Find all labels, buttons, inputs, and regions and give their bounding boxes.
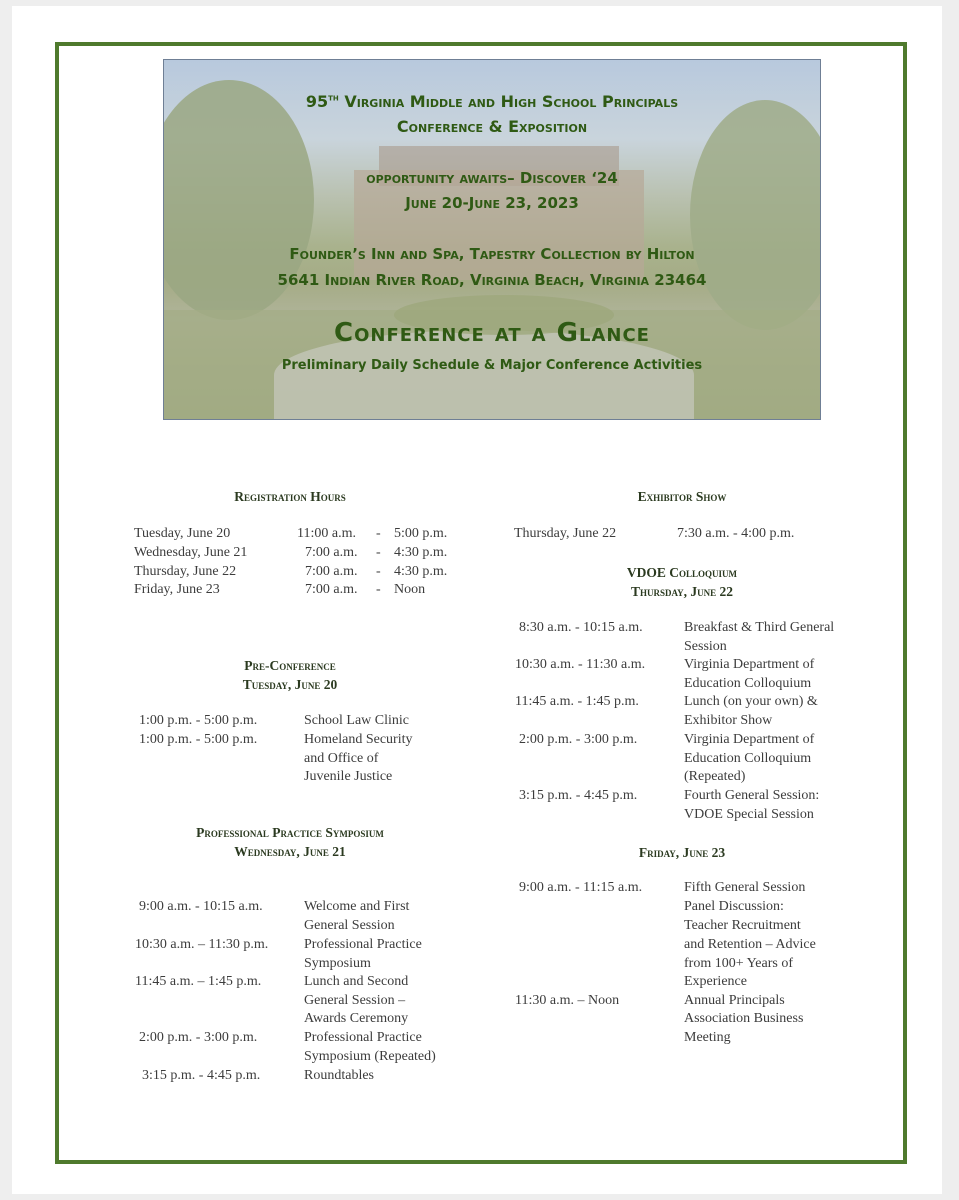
banner-address: 5641 Indian River Road, Virginia Beach, Virginia 23464	[277, 271, 707, 289]
banner-subtitle: Preliminary Daily Schedule & Major Conference Activities	[281, 358, 703, 373]
banner-dates: June 20-June 23, 2023	[405, 194, 579, 212]
banner-conference-line: Conference & Exposition	[396, 117, 588, 136]
vdoe-row-continued: Exhibitor Show	[684, 713, 773, 728]
vdoe-row-continued: Education Colloquium	[684, 751, 812, 766]
vdoe-heading: VDOE Colloquium Thursday, June 22	[626, 565, 738, 599]
friday-row-continued: and Retention – Advice	[684, 937, 816, 952]
vdoe-row-continued: Session	[684, 639, 727, 654]
vdoe-row-continued: (Repeated)	[684, 769, 746, 784]
friday-row-continued: Teacher Recruitment	[684, 918, 801, 933]
preconference-row-continued: Juvenile Justice	[304, 769, 393, 784]
symposium-row-continued: Symposium (Repeated)	[304, 1049, 436, 1064]
symposium-row-continued: Symposium	[304, 956, 371, 971]
friday-row-continued: from 100+ Years of	[684, 956, 793, 971]
banner-title: Conference at a Glance	[334, 318, 650, 348]
preconference-heading: Pre-Conference Tuesday, June 20	[242, 658, 338, 692]
vdoe-row-continued: VDOE Special Session	[684, 807, 814, 822]
banner-edition-line: 95th Virginia Middle and High School Principals	[305, 92, 679, 111]
exhibitor-heading: Exhibitor Show	[637, 489, 727, 504]
document-page: 95th Virginia Middle and High School Principals Conference & Exposition opportunity awaits– Discover ‘24 June 20-June 23, 2023 Founder’s Inn and Spa, Tapestry Collection by Hilton 5641 Indian River Road, Virginia Beach, Virginia 23464 Conference at a Glance Preliminary Daily Schedule & Major Conference Activities Registration Hours Tuesday, June 20 11:00 a.m. - 5:00 p.m. Wednesday, June 21 7:00 a.m. - 4:30 p.m. Thursday, June 22 7:00 a.m. - 4:30 p.m. Friday, June 23 7:00 a.m. - Noon Pre-Conference Tuesday, June 20 1:00 p.m. - 5:00 p.m. School Law Clinic 1:00 p.m. - 5:00 p.m. Homeland Security and Office of Juvenile Justice Professional Practice Symposium Wednesday, June 21 9:00 a.m. - 10:15 a.m. Welcome and First General Session 10:30 a.m. – 11:30 p.m. Professional Practice Symposium 11:45 a.m. – 1:45 p.m. Lunch and Second General Session – Awards Ceremony 2:00 p.m. - 3:00 p.m. Professional Practice Symposium (Repeated) 3:15 p.m. - 4:45 p.m. Roundtables Exhibitor Show Thursday, June 22 7:30 a.m. - 4:00 p.m. VDOE Colloquium Thursday, June 22 8:30 a.m. - 10:15 a.m. Breakfast & Third General Session 10:30 a.m. - 11:30 a.m. Virginia Department of Education Colloquium 11:45 a.m. - 1:45 p.m. Lunch (on your own) & Exhibitor Show 2:00 p.m. - 3:00 p.m. Virginia Department of Education Colloquium (Repeated) 3:15 p.m. - 4:45 p.m. Fourth General Session: VDOE Special Session Friday, June 23 9:00 a.m. - 11:15 a.m. Fifth General Session Panel Discussion: Teacher Recruitment and Retention – Advice from 100+ Years of Experience 11:30 a.m. – Noon Annual Principals Association Business Meeting	[12, 6, 942, 1194]
friday-row-continued: Meeting	[684, 1030, 731, 1045]
banner-theme: opportunity awaits– Discover ‘24	[366, 169, 618, 187]
vdoe-row-continued: Education Colloquium	[684, 676, 812, 691]
preconference-row-continued: and Office of	[304, 751, 379, 766]
symposium-row-continued: General Session –	[304, 993, 406, 1008]
symposium-row-continued: Awards Ceremony	[304, 1011, 409, 1026]
friday-row-continued: Experience	[684, 974, 747, 989]
friday-heading: Friday, June 23	[638, 845, 726, 860]
conference-banner	[163, 59, 821, 420]
symposium-row-continued: General Session	[304, 918, 395, 933]
symposium-heading: Professional Practice Symposium Wednesday, June 21	[196, 825, 384, 859]
friday-row-continued: Association Business	[684, 1011, 804, 1026]
friday-row-continued: Panel Discussion:	[684, 899, 784, 914]
registration-heading: Registration Hours	[234, 489, 346, 504]
banner-venue: Founder’s Inn and Spa, Tapestry Collection by Hilton	[289, 245, 695, 263]
